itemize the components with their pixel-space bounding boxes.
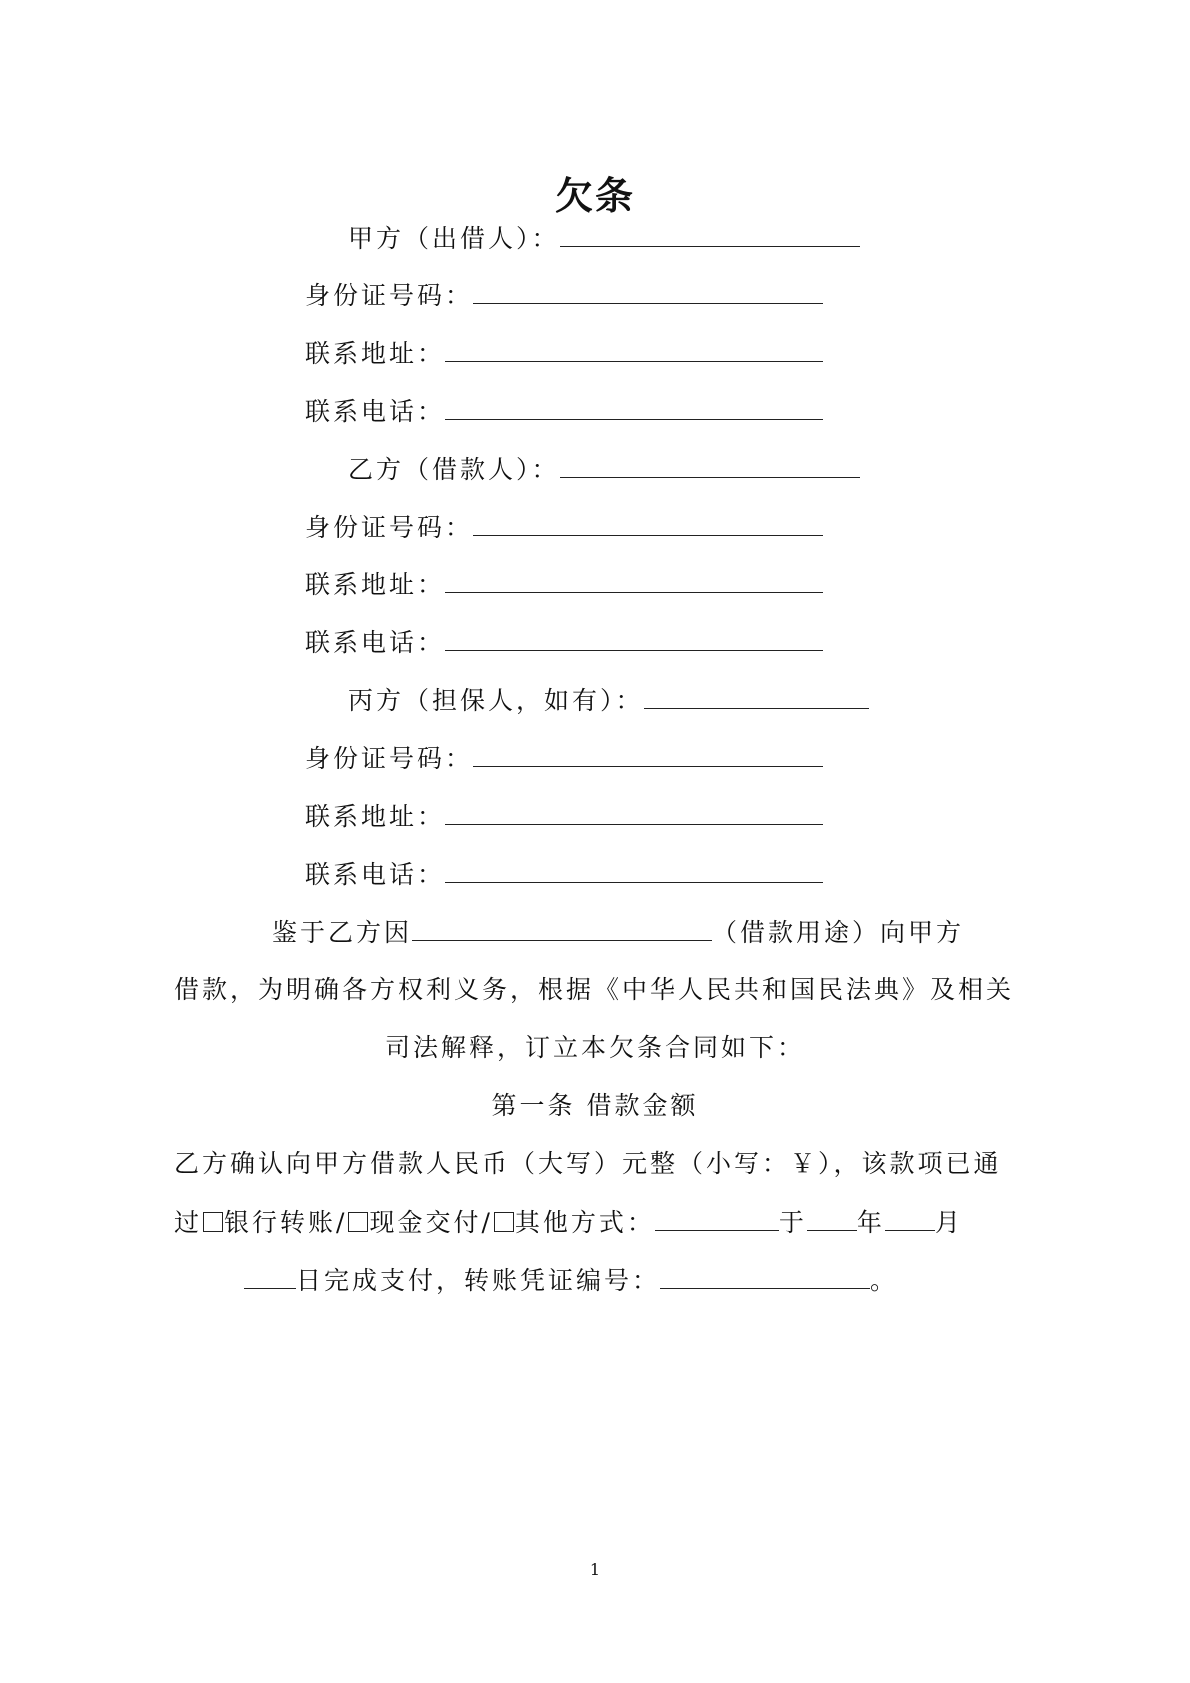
other-method-checkbox[interactable] — [494, 1212, 514, 1232]
document-title: 欠条 — [554, 173, 635, 218]
closing-period: 。 — [870, 1266, 899, 1295]
party-b-id-row — [305, 509, 823, 545]
party-c-id-row — [305, 740, 823, 776]
party-c-phone-label: 联系电话： — [305, 860, 446, 889]
party-b-phone-label: 联系电话： — [305, 628, 446, 657]
party-c-label: 丙方（担保人，如有）： — [348, 686, 644, 715]
party-a-phone-label: 联系电话： — [305, 397, 446, 426]
party-b-id-blank[interactable] — [473, 509, 823, 536]
party-a-address-row — [305, 335, 823, 371]
party-a-name-blank[interactable] — [560, 220, 860, 247]
day-blank[interactable] — [244, 1262, 296, 1289]
bank-transfer-label: 银行转账/ — [224, 1208, 348, 1237]
party-c-name-blank[interactable] — [644, 682, 869, 709]
party-c-phone-row — [305, 856, 823, 892]
party-c-address-label: 联系地址： — [305, 802, 446, 831]
other-method-label: 其他方式： — [514, 1208, 655, 1237]
other-method-blank[interactable] — [655, 1204, 779, 1231]
page-number: 1 — [589, 1560, 601, 1579]
party-c-id-blank[interactable] — [473, 740, 823, 767]
payment-prefix: 过 — [174, 1208, 203, 1237]
cash-checkbox[interactable] — [348, 1212, 368, 1232]
date-yu: 于 — [778, 1208, 807, 1237]
year-label: 年 — [856, 1208, 885, 1237]
article-1-line-1: 乙方确认向甲方借款人民币（大写）元整（小写：￥），该款项已通 — [174, 1149, 1002, 1178]
party-a-id-blank[interactable] — [473, 277, 823, 304]
party-c-address-blank[interactable] — [445, 798, 823, 825]
party-a-phone-row — [305, 393, 823, 429]
party-b-address-blank[interactable] — [445, 566, 823, 593]
party-a-address-blank[interactable] — [445, 335, 823, 362]
party-b-address-label: 联系地址： — [305, 570, 446, 599]
bank-transfer-checkbox[interactable] — [203, 1212, 223, 1232]
party-b-name-blank[interactable] — [560, 451, 860, 478]
party-b-phone-blank[interactable] — [445, 624, 823, 651]
article-1-heading: 第一条 借款金额 — [491, 1091, 699, 1120]
loan-purpose-blank[interactable] — [412, 914, 712, 941]
party-a-id-label: 身份证号码： — [305, 281, 474, 310]
party-b-phone-row — [305, 624, 823, 660]
party-b-label: 乙方（借款人）： — [348, 455, 560, 484]
month-blank[interactable] — [885, 1204, 935, 1231]
party-b-heading-row — [348, 451, 860, 487]
preamble-line-1 — [272, 914, 964, 950]
party-a-heading-row — [348, 220, 860, 256]
party-b-id-label: 身份证号码： — [305, 513, 474, 542]
preamble-line-3: 司法解释，订立本欠条合同如下： — [384, 1033, 805, 1062]
party-c-heading-row — [348, 682, 869, 718]
cash-label: 现金交付/ — [369, 1208, 493, 1237]
party-c-phone-blank[interactable] — [445, 856, 823, 883]
year-blank[interactable] — [807, 1204, 857, 1231]
article-1-line-2 — [174, 1204, 963, 1240]
party-a-id-row — [305, 277, 823, 313]
month-label: 月 — [934, 1208, 963, 1237]
article-1-line-3 — [244, 1262, 898, 1298]
preamble-line-2: 借款，为明确各方权利义务，根据《中华人民共和国民法典》及相关 — [174, 975, 1015, 1004]
party-a-phone-blank[interactable] — [445, 393, 823, 420]
preamble-purpose-note: （借款用途）向甲方 — [712, 918, 965, 947]
party-c-address-row — [305, 798, 823, 834]
party-b-address-row — [305, 566, 823, 602]
party-a-address-label: 联系地址： — [305, 339, 446, 368]
voucher-number-blank[interactable] — [660, 1262, 870, 1289]
party-a-label: 甲方（出借人）： — [348, 224, 560, 253]
party-c-id-label: 身份证号码： — [305, 744, 474, 773]
preamble-start: 鉴于乙方因 — [272, 918, 413, 947]
day-and-voucher-label: 日完成支付，转账凭证编号： — [296, 1266, 661, 1295]
